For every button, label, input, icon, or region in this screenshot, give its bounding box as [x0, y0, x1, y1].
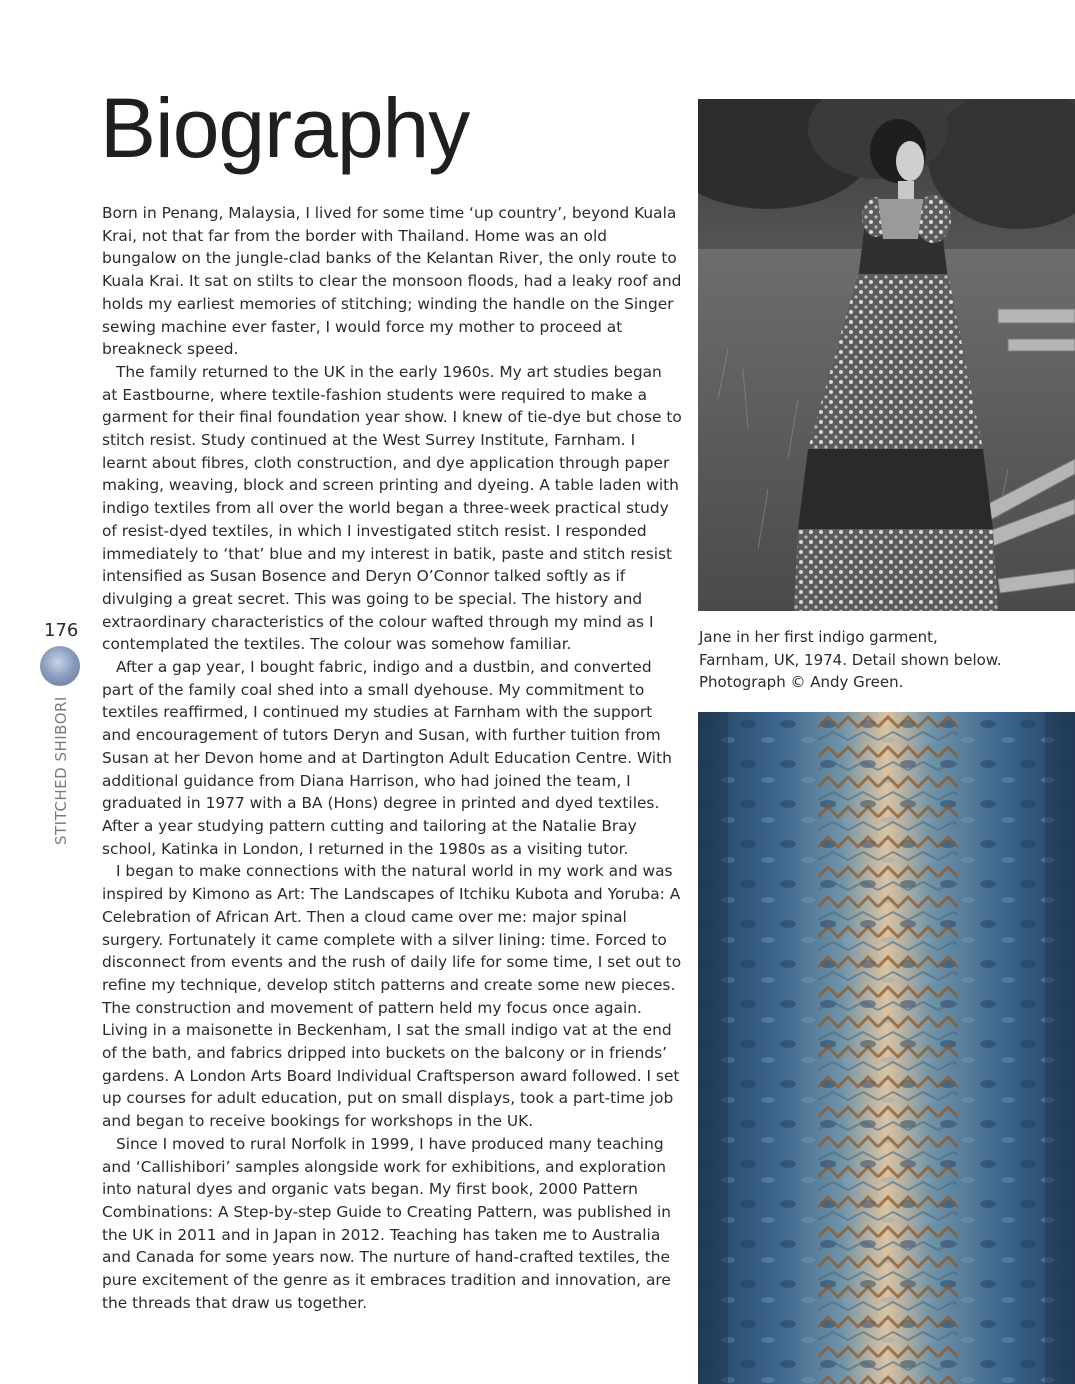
page-title: Biography — [100, 81, 470, 175]
section-label: STITCHED SHIBORI — [52, 696, 70, 845]
paragraph: After a gap year, I bought fabric, indigo and a dustbin, and converted part of the family coal shed into a small dyehouse. My commitment to textiles reaffirmed, I continued my studies at Farnham with the support and encouragement of tutors Deryn and Susan, with further tuition from Susan at her Devon home and at Dartington Adult Education Centre. With additional guidance from Diana Harrison, who had joined the team, I graduated in 1977 with a BA (Hons) degree in printed and dyed textiles. After a year studying pattern cutting and tailoring at the Natalie Bray school, Katinka in London, I returned in the 1980s as a visiting tutor. — [102, 658, 672, 858]
textile-detail-photo — [698, 712, 1075, 1384]
biography-text — [102, 202, 682, 1314]
portrait-photo — [698, 99, 1075, 611]
page-number: 176 — [44, 620, 79, 641]
paragraph: The family returned to the UK in the early 1960s. My art studies began at Eastbourne, where textile-fashion students were required to make a garment for their final foundation year show. I knew of tie-dye but chose to stitch resist. Study continued at the West Surrey Institute, Farnham. I learnt about fibres, cloth construction, and dye application through paper making, weaving, block and screen printing and dyeing. A table laden with indigo textiles from all over the world began a three-week practical study of resist-dyed textiles, in which I investigated stitch resist. I responded immediately to ‘that’ blue and my interest in batik, paste and stitch resist intensified as Susan Bosence and Deryn O’Connor talked softly as if divulging a great secret. This was going to be special. The history and extraordinary characteristics of the colour wafted through my mind as I contemplated the textiles. The colour was somehow familiar. — [102, 362, 682, 654]
paragraph: Born in Penang, Malaysia, I lived for some time ‘up country’, beyond Kuala Krai, not that far from the border with Thailand. Home was an old bungalow on the jungle-clad banks of the Kelantan River, the only route to Kuala Krai. It sat on stilts to clear the monsoon floods, had a leaky roof and holds my earliest memories of stitching; winding the handle on the Singer sewing machine ever faster, I would force my mother to proceed at breakneck speed. — [102, 204, 682, 359]
paragraph: Since I moved to rural Norfolk in 1999, I have produced many teaching and ‘Callishibori’ samples alongside work for exhibitions, and exploration into natural dyes and organic vats began. My first book, 2000 Pattern Combinations: A Step-by-step Guide to Creating Pattern, was published in the UK in 2011 and in Japan in 2012. Teaching has taken me to Australia and Canada for some years now. The nurture of hand-crafted textiles, the pure excitement of the genre as it embraces tradition and innovation, are the threads that draw us together. — [102, 1134, 671, 1312]
caption-line: Farnham, UK, 1974. Detail shown below. — [699, 650, 1002, 669]
caption-line: Photograph © Andy Green. — [699, 673, 904, 691]
caption-line: Jane in her first indigo garment, — [699, 628, 938, 646]
paragraph: I began to make connections with the natural world in my work and was inspired by Kimono as Art: The Landscapes of Itchiku Kubota and Yoruba: A Celebration of African Art. Then a cloud came over me: major spinal surgery. Fortunately it came complete with a silver lining: time. Forced to disconnect from events and the rush of daily life for some time, I set out to refine my technique, develop stitch patterns and create some new pieces. The construction and movement of pattern held my focus once again. Living in a maisonette in Beckenham, I sat the small indigo vat at the end of the bath, and fabrics dripped into buckets on the balcony or in friends’ gardens. A London Arts Board Individual Craftsperson award followed. I set up courses for adult education, put on small displays, took a part-time job and began to receive bookings for workshops in the UK. — [102, 862, 682, 1131]
shibori-badge-icon — [40, 646, 80, 686]
photo-caption — [699, 626, 1059, 694]
